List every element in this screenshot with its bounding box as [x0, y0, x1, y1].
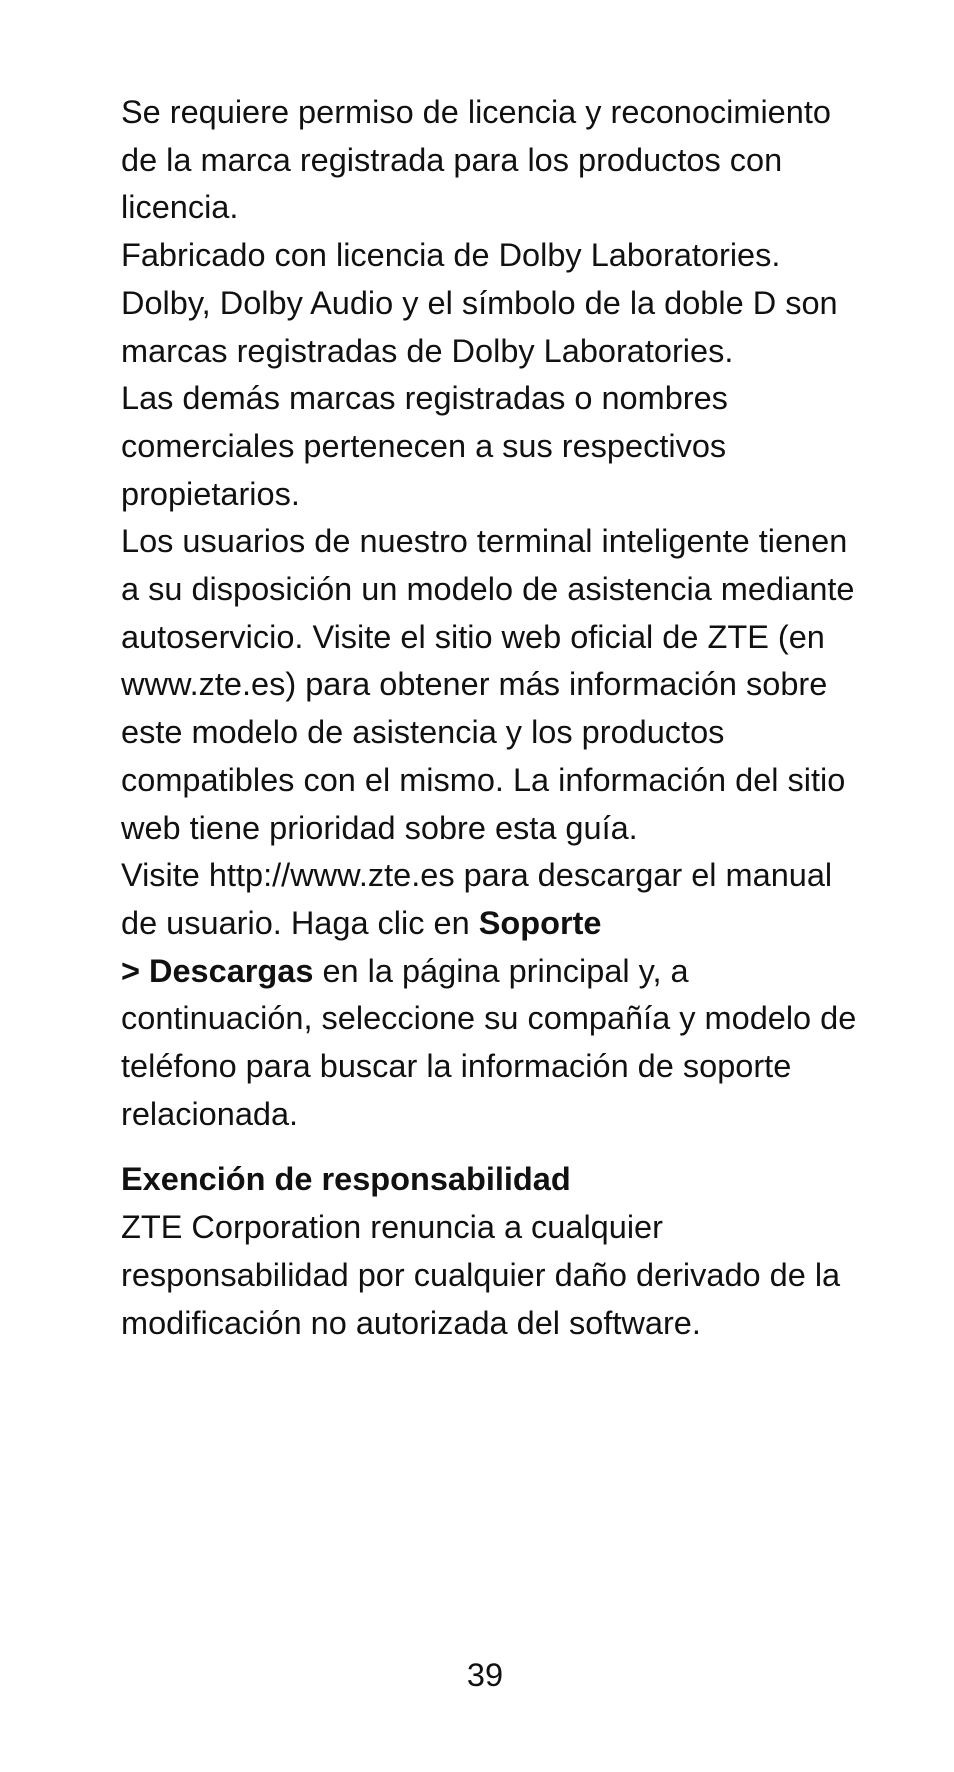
license-paragraph: Se requiere permiso de licencia y reconocimiento de la marca registrada para los productos con licencia.: [121, 94, 831, 226]
page-number: 39: [466, 1657, 504, 1693]
descargas-link-text: > Descargas: [121, 952, 314, 989]
soporte-link-text: Soporte: [478, 904, 602, 941]
self-service-paragraph: Los usuarios de nuestro terminal inteligente tienen a su disposición un modelo de asistencia mediante autoservicio. Visite el sitio web oficial de ZTE (en www.zte.es) para obtener más información sobre este modelo de asistencia y los productos compatibles con el mismo. La información del sitio web tiene prioridad sobre esta guía.: [121, 523, 855, 846]
trademarks-paragraph: Las demás marcas registradas o nombres comerciales pertenecen a sus respectivos propietarios.: [121, 380, 728, 512]
disclaimer-heading: Exención de responsabilidad: [121, 1161, 571, 1198]
download-text-1: Visite http://www.zte.es para descargar el manual de usuario. Haga clic en: [121, 857, 833, 941]
download-paragraph: [121, 852, 861, 1138]
dolby-paragraph: Fabricado con licencia de Dolby Laboratories. Dolby, Dolby Audio y el símbolo de la doble D son marcas registradas de Dolby Laboratories.: [121, 237, 838, 369]
disclaimer-body: ZTE Corporation renuncia a cualquier responsabilidad por cualquier daño derivado de la modificación no autorizada del software.: [121, 1209, 841, 1341]
download-text-3: en la página principal y, a continuación, seleccione su compañía y modelo de teléfono para buscar la información de soporte relacionada.: [121, 952, 857, 1132]
page-body: [121, 89, 861, 1347]
